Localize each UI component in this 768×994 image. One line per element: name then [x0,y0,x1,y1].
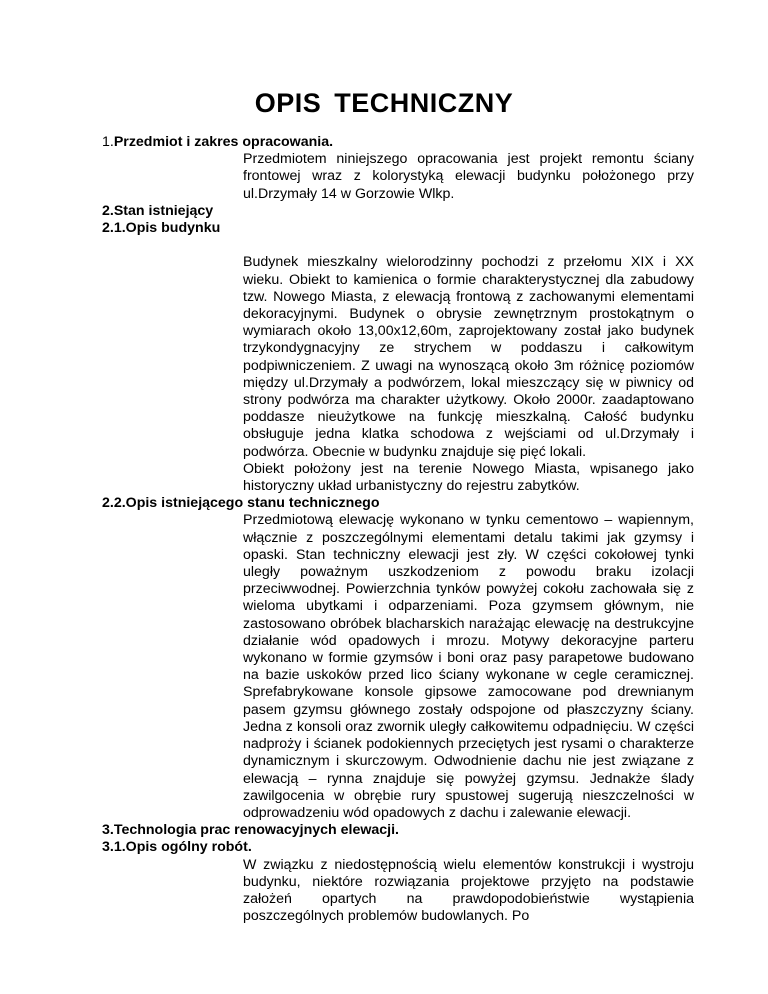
document-body [102,134,694,925]
section-2-2-heading: 2.2.Opis istniejącego stanu technicznego [102,495,380,512]
page-title: OPIS TECHNICZNY [254,88,514,118]
section-1-heading [102,134,694,151]
section-2-2-paragraph: Przedmiotową elewację wykonano w tynku cementowo – wapiennym, włącznie z poszczególnymi elementami detalu takimi jak gzymsy i opaski. Stan techniczny elewacji jest zły. W części cokołowej tynki uległy poważnym uszkodzeniom z powodu braku izolacji przeciwwodnej. Powierzchnia tynków powyżej cokołu zachowała się z wieloma ubytkami i odparzeniami. Poza gzymsem głównym, nie zastosowano obróbek blacharskich narażając elewację na destrukcyjne działanie wód opadowych i mrozu. Motywy dekoracyjne parteru wykonano w formie gzymsów i boni oraz pasy parapetowe budowano na bazie uskoków przed lico ściany wykonane w cegle ceramicznej. Sprefabrykowane konsole gipsowe zamocowane pod drewnianym pasem gzymsu głównego zostały odspojone od płaszczyzny ściany. Jedna z konsoli oraz zwornik uległy całkowitemu odpadnięciu. W części nadproży i ścianek podokiennych przeciętych jest rysami o charakterze dynamicznym i skurczowym. Odwodnienie dachu nie jest związane z elewacją – rynna znajduje się powyżej gzymsu. Jednakże ślady zawilgocenia w obrębie rury spustowej sugerują nieszczelności w odprowadzeniu wód opadowych z dachu i zalewanie elewacji. [243,512,694,821]
section-1-number: 1. [102,134,114,150]
section-3-1-heading: 3.1.Opis ogólny robót. [102,839,252,856]
spacer [102,237,694,254]
section-3-heading: 3.Technologia prac renowacyjnych elewacji. [102,822,399,839]
section-3-1-paragraph: W związku z niedostępnością wielu elementów konstrukcji i wystroju budynku, niektóre rozwiązania projektowe przyjęto na podstawie założeń opartych na prawdopodobieństwie wystąpienia poszczególnych problemów budowlanych. Po [243,856,694,925]
section-2-1-paragraph-1: Budynek mieszkalny wielorodzinny pochodzi z przełomu XIX i XX wieku. Obiekt to kamienica o formie charakterystycznej dla zabudowy tzw. Nowego Miasta, z elewacją frontową z zachowanymi elementami dekoracyjnymi. Budynek o obrysie zewnętrznym prostokątnym o wymiarach około 13,00x12,60m, zaprojektowany został jako budynek trzykondygnacyjny ze strychem w poddaszu i całkowitym podpiwniczeniem. Z uwagi na wynoszącą około 3m różnicę poziomów między ul.Drzymały a podwórzem, lokal mieszczący się w piwnicy od strony podwórza ma charakter użytkowy. Około 2000r. zaadaptowano poddasze nieużytkowe na funkcję mieszkalną. Całość budynku obsługuje jedna klatka schodowa z wejściami od ul.Drzymały i podwórza. Obecnie w budynku znajduje się pięć lokali. [243,254,694,460]
section-2-heading: 2.Stan istniejący [102,202,214,219]
section-1-paragraph: Przedmiotem niniejszego opracowania jest projekt remontu ściany frontowej wraz z kolorystyką elewacji budynku położonego przy ul.Drzymały 14 w Gorzowie Wlkp. [243,151,694,202]
section-2-1-paragraph-2: Obiekt położony jest na terenie Nowego Miasta, wpisanego jako historyczny układ urbanistyczny do rejestru zabytków. [243,460,694,495]
section-2-1-heading: 2.1.Opis budynku [102,220,221,237]
section-1-title: Przedmiot i zakres opracowania. [113,134,334,150]
